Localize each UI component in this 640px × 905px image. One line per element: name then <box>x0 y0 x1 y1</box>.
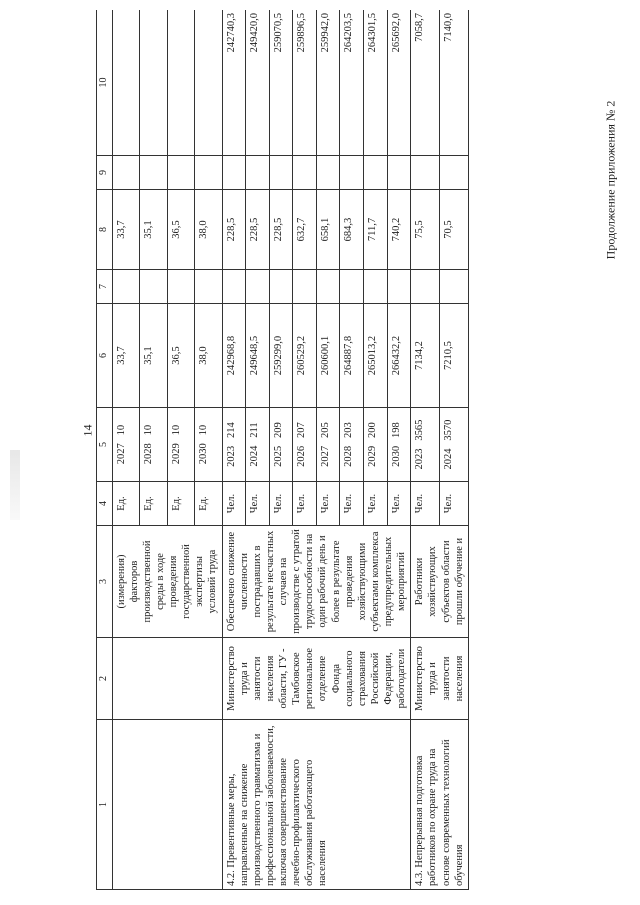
total-cell: 242968,8 <box>222 304 246 408</box>
value-cell <box>340 270 364 304</box>
year-value-cell <box>316 408 340 482</box>
value-cell <box>246 156 270 190</box>
unit-cell: Чел. <box>411 482 440 526</box>
program-table <box>96 10 469 890</box>
unit-cell: Ед. <box>195 482 223 526</box>
measure-cell: 4.2. Превентивные меры, направленные на снижение производственного травматизма и профессиональной заболеваемости, включая совершенствование лечебно-профилактического обслуживания работающего населения <box>222 720 411 890</box>
value-cell: 70,5 <box>440 190 469 270</box>
value-cell: 242740,3 <box>222 10 246 156</box>
column-number: 9 <box>97 156 113 190</box>
column-number-row <box>97 10 113 890</box>
page-number: 14 <box>80 424 95 437</box>
year-value-cell <box>269 408 293 482</box>
value: 214 <box>225 422 237 438</box>
column-number: 7 <box>97 270 113 304</box>
table-row <box>112 10 140 890</box>
value-cell <box>112 270 140 304</box>
total-cell: 264887,8 <box>340 304 364 408</box>
year: 2030 <box>198 443 209 465</box>
column-number: 3 <box>97 526 113 638</box>
value: 3565 <box>414 419 426 441</box>
value: 10 <box>115 424 127 436</box>
value-cell <box>112 156 140 190</box>
value-cell <box>195 270 223 304</box>
unit-cell: Чел. <box>316 482 340 526</box>
total-cell: 266432,2 <box>387 304 411 408</box>
value-cell <box>222 156 246 190</box>
appendix-note <box>603 100 618 260</box>
year: 2026 <box>296 445 308 467</box>
year-value-cell <box>112 408 140 482</box>
year-value-cell <box>246 408 270 482</box>
year-value-cell <box>222 408 246 482</box>
year-value-cell <box>387 408 411 482</box>
value-cell: 632,7 <box>293 190 317 270</box>
year-value-cell <box>293 408 317 482</box>
value-cell <box>440 270 469 304</box>
value-cell <box>222 270 246 304</box>
column-number: 1 <box>97 720 113 890</box>
total-cell: 36,5 <box>167 304 195 408</box>
year: 2023 <box>414 448 426 470</box>
unit-cell: Чел. <box>364 482 388 526</box>
value-cell <box>140 10 168 156</box>
value-cell: 259070,5 <box>269 10 293 156</box>
value: 200 <box>367 422 379 438</box>
total-cell: 33,7 <box>112 304 140 408</box>
total-cell: 265013,2 <box>364 304 388 408</box>
year: 2029 <box>367 445 379 467</box>
value-cell: 264203,5 <box>340 10 364 156</box>
value-cell <box>167 10 195 156</box>
unit-cell: Чел. <box>440 482 469 526</box>
column-number: 8 <box>97 190 113 270</box>
total-cell: 260600,1 <box>316 304 340 408</box>
value-cell <box>364 156 388 190</box>
value-cell: 228,5 <box>222 190 246 270</box>
value-cell: 259942,0 <box>316 10 340 156</box>
year: 2029 <box>170 443 182 465</box>
year: 2024 <box>443 448 454 470</box>
total-cell: 260529,2 <box>293 304 317 408</box>
appendix-note-text: Продолжение приложения № 2 <box>603 100 618 260</box>
value-cell <box>440 156 469 190</box>
value-cell: 684,3 <box>340 190 364 270</box>
value-cell <box>167 156 195 190</box>
value-cell: 35,1 <box>140 190 168 270</box>
year: 2028 <box>343 445 355 467</box>
total-cell: 259299,0 <box>269 304 293 408</box>
value-cell: 228,5 <box>246 190 270 270</box>
value: 203 <box>343 422 355 438</box>
total-cell: 249648,5 <box>246 304 270 408</box>
unit-cell: Ед. <box>167 482 195 526</box>
value-cell <box>364 270 388 304</box>
value-cell: 249420,0 <box>246 10 270 156</box>
column-number: 6 <box>97 304 113 408</box>
value-cell: 36,5 <box>167 190 195 270</box>
value-cell <box>411 270 440 304</box>
value-cell: 265692,0 <box>387 10 411 156</box>
executor-cell <box>112 638 222 720</box>
value: 209 <box>272 422 284 438</box>
year-value-cell <box>440 408 469 482</box>
column-number: 5 <box>97 408 113 482</box>
value-cell <box>340 156 364 190</box>
year-value-cell <box>167 408 195 482</box>
value-cell <box>293 156 317 190</box>
value-cell <box>387 156 411 190</box>
value-cell <box>195 10 223 156</box>
unit-cell: Чел. <box>269 482 293 526</box>
value: 10 <box>143 424 154 436</box>
unit-cell: Чел. <box>340 482 364 526</box>
value-cell: 75,5 <box>411 190 440 270</box>
year: 2024 <box>249 445 261 467</box>
value-cell <box>411 156 440 190</box>
unit-cell: Чел. <box>246 482 270 526</box>
value-cell: 264301,5 <box>364 10 388 156</box>
value-cell <box>387 270 411 304</box>
value-cell: 228,5 <box>269 190 293 270</box>
indicator-cell: (измерения) факторов производственной среды в ходе проведения государственной экспертизы условий труда <box>112 526 222 638</box>
indicator-cell: Обеспечено снижение численности пострадавших в результате несчастных случаев на производстве с утратой трудоспособности на один рабочий день и более в результате проведения хозяйствующими субъектами комплекса предупредительных мероприятий <box>222 526 411 638</box>
value-cell <box>316 270 340 304</box>
value-cell <box>316 156 340 190</box>
year-value-cell <box>140 408 168 482</box>
value-cell <box>195 156 223 190</box>
executor-cell: Министерство труда и занятости населения <box>411 638 469 720</box>
value-cell: 7140,0 <box>440 10 469 156</box>
total-cell: 7134,2 <box>411 304 440 408</box>
value-cell: 7058,7 <box>411 10 440 156</box>
value-cell: 658,1 <box>316 190 340 270</box>
value-cell <box>293 270 317 304</box>
value-cell <box>167 270 195 304</box>
value-cell: 740,2 <box>387 190 411 270</box>
table-row <box>222 10 246 890</box>
unit-cell: Ед. <box>140 482 168 526</box>
value-cell <box>112 10 140 156</box>
value-cell <box>269 270 293 304</box>
executor-cell: Министерство труда и занятости населения области, ГУ - Тамбовское региональное отделение Фонда социального страхования Российской Федерации, работодатели <box>222 638 411 720</box>
year: 2025 <box>272 445 284 467</box>
year: 2023 <box>225 445 237 467</box>
value: 205 <box>319 422 331 438</box>
table-row <box>411 10 440 890</box>
year: 2030 <box>390 445 402 467</box>
unit-cell: Чел. <box>293 482 317 526</box>
year-value-cell <box>195 408 223 482</box>
value-cell <box>140 156 168 190</box>
value-cell <box>246 270 270 304</box>
column-number: 10 <box>97 10 113 156</box>
value-cell: 38,0 <box>195 190 223 270</box>
year-value-cell <box>411 408 440 482</box>
total-cell: 35,1 <box>140 304 168 408</box>
scan-artifact <box>10 450 20 520</box>
value: 3570 <box>443 419 454 441</box>
value: 10 <box>198 424 209 436</box>
value: 10 <box>170 424 182 436</box>
total-cell: 7210,5 <box>440 304 469 408</box>
measure-cell <box>112 720 222 890</box>
value: 207 <box>296 422 308 438</box>
year: 2028 <box>143 443 154 465</box>
value-cell: 259896,5 <box>293 10 317 156</box>
unit-cell: Ед. <box>112 482 140 526</box>
value: 198 <box>390 422 402 438</box>
year: 2027 <box>115 443 127 465</box>
table-viewport <box>96 10 604 890</box>
total-cell: 38,0 <box>195 304 223 408</box>
unit-cell: Чел. <box>222 482 246 526</box>
measure-cell: 4.3. Непрерывная подготовка работников по охране труда на основе современных технологий обучения <box>411 720 469 890</box>
column-number: 2 <box>97 638 113 720</box>
value: 211 <box>249 422 261 438</box>
value-cell: 711,7 <box>364 190 388 270</box>
year: 2027 <box>319 445 331 467</box>
value-cell <box>140 270 168 304</box>
column-number: 4 <box>97 482 113 526</box>
year-value-cell <box>364 408 388 482</box>
year-value-cell <box>340 408 364 482</box>
indicator-cell: Работники хозяйствующих субъектов области прошли обучение и <box>411 526 469 638</box>
unit-cell: Чел. <box>387 482 411 526</box>
rotated-table-container <box>96 10 604 890</box>
value-cell <box>269 156 293 190</box>
value-cell: 33,7 <box>112 190 140 270</box>
